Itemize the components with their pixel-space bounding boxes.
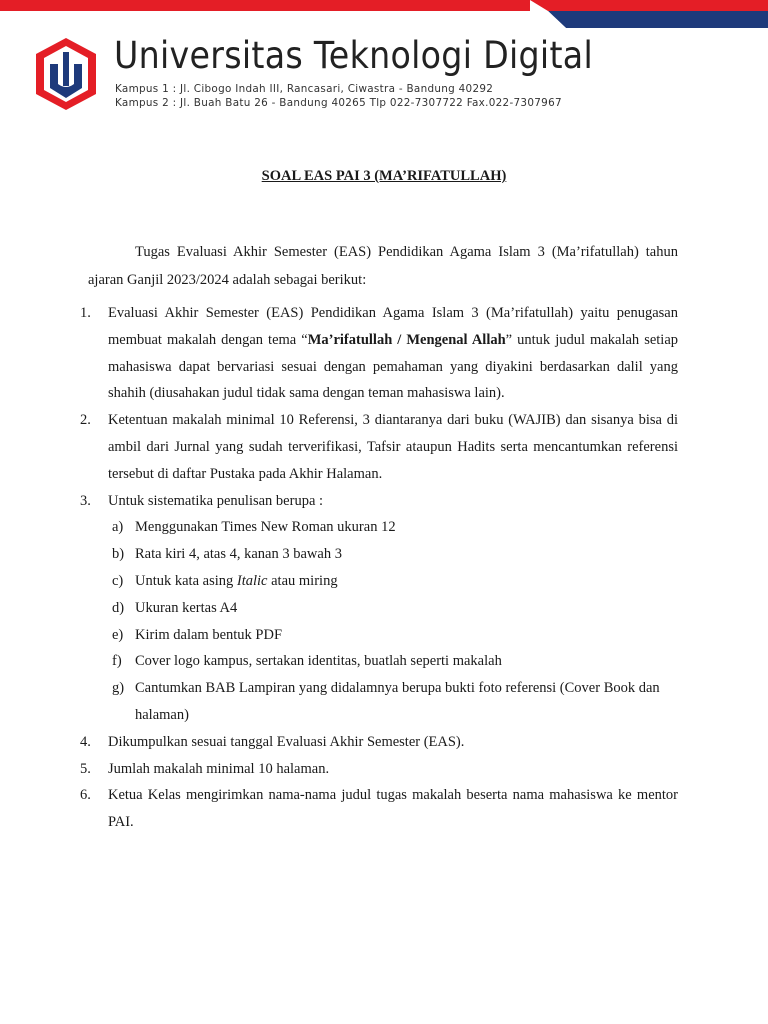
university-logo-icon xyxy=(36,38,96,110)
list-item: 3. Untuk sistematika penulisan berupa : xyxy=(80,488,678,515)
item-number: 4. xyxy=(80,733,91,750)
intro-paragraph xyxy=(88,238,678,294)
university-name: Universitas Teknologi Digital xyxy=(114,34,593,77)
sub-list-item: a) Menggunakan Times New Roman ukuran 12 xyxy=(112,519,396,536)
list-item: 2. Ketentuan makalah minimal 10 Referensi, 3 diantaranya dari buku (WAJIB) dan sisanya bisa di ambil dari Jurnal yang sudah terverifikasi, Tafsir ataupun Hadits serta mencantumkan referensi tersebut di daftar Pustaka pada Akhir Halaman. xyxy=(80,407,678,487)
intro-line: Tugas Evaluasi Akhir Semester (EAS) Pendidikan Agama Islam 3 (Ma’rifatullah) tahun xyxy=(135,244,678,260)
document-title: SOAL EAS PAI 3 (MA’RIFATULLAH) xyxy=(261,168,507,184)
sub-list-item: d) Ukuran kertas A4 xyxy=(112,599,238,616)
sub-list-item: b) Rata kiri 4, atas 4, kanan 3 bawah 3 xyxy=(112,546,342,563)
item-number: 1. xyxy=(80,305,91,321)
sub-list-item: g) Cantumkan BAB Lampiran yang didalamnya berupa bukti foto referensi (Cover Book dan halaman) xyxy=(112,680,660,723)
list-item: 4. Dikumpulkan sesuai tanggal Evaluasi Akhir Semester (EAS). xyxy=(80,729,678,756)
list-item: 6. Ketua Kelas mengirimkan nama-nama judul tugas makalah beserta nama mahasiswa ke mentor PAI. xyxy=(80,782,678,836)
instruction-list xyxy=(80,300,678,836)
sub-list-item: e) Kirim dalam bentuk PDF xyxy=(112,626,283,643)
sub-list-item: c) Untuk kata asing Italic atau miring xyxy=(112,572,338,589)
item-number: 2. xyxy=(80,412,91,429)
list-item: 5. Jumlah makalah minimal 10 halaman. xyxy=(80,756,678,783)
sub-list-item: f) Cover logo kampus, sertakan identitas, buatlah seperti makalah xyxy=(112,653,502,670)
item-number: 6. xyxy=(80,787,91,804)
intro-line: ajaran Ganjil 2023/2024 adalah sebagai berikut: xyxy=(88,272,367,288)
list-item: 1. Evaluasi Akhir Semester (EAS) Pendidikan Agama Islam 3 (Ma’rifatullah) yaitu penugasan membuat makalah dengan tema “Ma’rifatullah / Mengenal Allah” untuk judul makalah setiap mahasiswa dapat bervariasi sesuai dengan pemahaman yang diyakini berdasarkan dalil yang shahih (diusahakan judul tidak sama dengan teman mahasiswa lain). xyxy=(80,300,678,407)
header-stripe xyxy=(0,0,768,28)
item-number: 3. xyxy=(80,492,91,509)
campus-1-address: Kampus 1 : Jl. Cibogo Indah III, Rancasari, Ciwastra - Bandung 40292 xyxy=(115,83,494,95)
letterhead xyxy=(36,34,756,116)
item-number: 5. xyxy=(80,760,91,777)
theme-title: Ma’rifatullah / Mengenal Allah xyxy=(307,331,506,348)
campus-2-address: Kampus 2 : Jl. Buah Batu 26 - Bandung 40265 Tlp 022-7307722 Fax.022-7307967 xyxy=(115,97,562,109)
